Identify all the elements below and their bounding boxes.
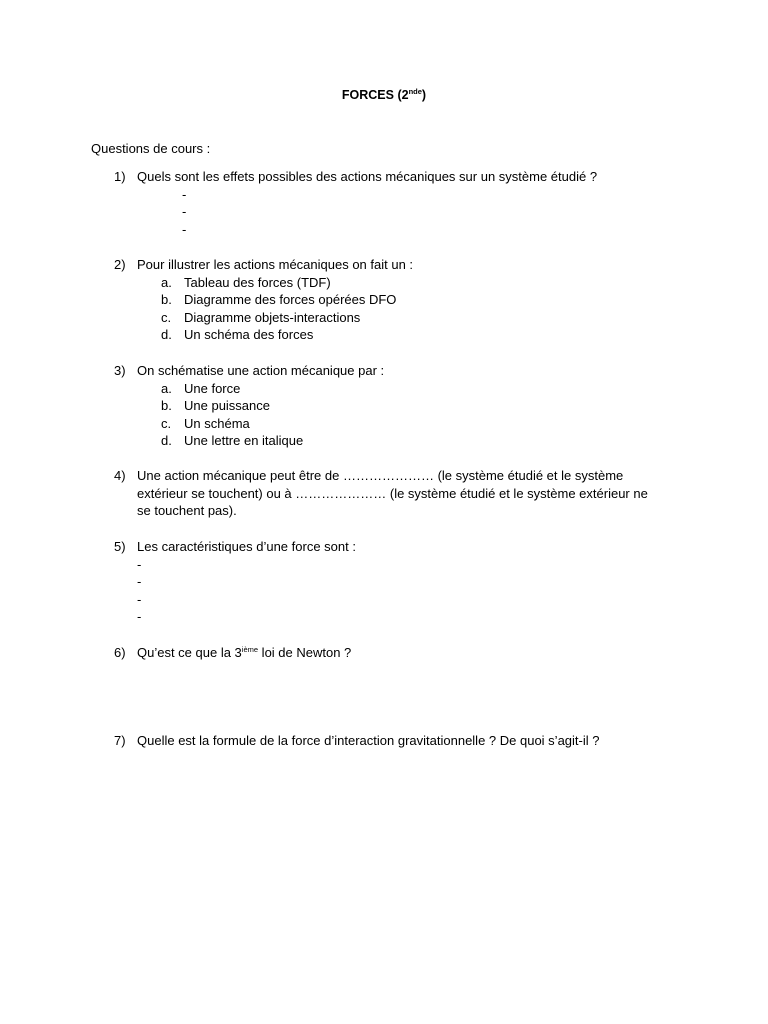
question-3 [114,362,674,450]
question-number: 7) [114,733,126,748]
option-label: Tableau des forces (TDF) [184,274,331,290]
option-item [114,397,674,415]
option-item [114,415,674,433]
question-text: Quels sont les effets possibles des actions mécaniques sur un système étudié ? [137,169,598,184]
option-label: Une lettre en italique [184,433,304,449]
title-main: FORCES (2 [341,88,409,102]
question-2 [114,256,674,344]
option-letter: a. [161,380,172,396]
question-number: 5) [114,539,126,554]
question-1 [114,168,674,238]
option-label: Un schéma [184,415,250,431]
title-superscript: nde [408,87,422,96]
option-letter: c. [161,415,172,431]
option-label: Un schéma des forces [184,327,314,343]
option-item [114,380,674,398]
option-label: Diagramme des forces opérées DFO [184,292,397,308]
question-7 [114,732,674,750]
option-letter: d. [161,433,172,449]
question-text: On schématise une action mécanique par : [137,363,385,378]
answer-dash: - [137,556,142,572]
answer-dash: - [182,221,187,237]
option-letter: a. [161,274,172,290]
question-text: Une action mécanique peut être de ………………… (le système étudié et le système extérieur se touchent) ou à ………………… (le système étudié et le système extérieur ne se touchent pas). [137,468,648,519]
question-text: Quelle est la formule de la force d’interaction gravitationnelle ? De quoi s’agit-il ? [137,733,600,748]
question-number: 2) [114,257,126,272]
option-item [114,309,674,327]
question-6 [114,644,674,662]
question-number: 6) [114,645,126,660]
question-text: Pour illustrer les actions mécaniques on fait un : [137,257,414,272]
option-letter: d. [161,327,172,343]
option-label: Diagramme objets-interactions [184,309,361,325]
answer-dash: - [137,591,142,607]
answer-dash: - [182,204,187,220]
option-item [114,326,674,344]
page-title [0,87,768,105]
option-item [114,274,674,292]
answer-dash: - [182,186,187,202]
question-number: 3) [114,363,126,378]
title-end: ) [421,88,427,102]
option-label: Une force [184,380,241,396]
option-label: Une puissance [184,398,270,414]
option-item [114,291,674,309]
option-item [114,432,674,450]
question-text: Les caractéristiques d’une force sont : [137,539,356,554]
option-letter: b. [161,398,172,414]
question-number: 1) [114,169,126,184]
question-number: 4) [114,468,126,483]
section-heading: Questions de cours : [91,141,211,156]
answer-dash: - [137,574,142,590]
question-text: Qu’est ce que la 3ième loi de Newton ? [137,645,352,660]
answer-dash: - [137,609,142,625]
question-4 [114,467,664,520]
question-5 [114,538,674,626]
option-letter: c. [161,309,172,325]
option-letter: b. [161,292,172,308]
